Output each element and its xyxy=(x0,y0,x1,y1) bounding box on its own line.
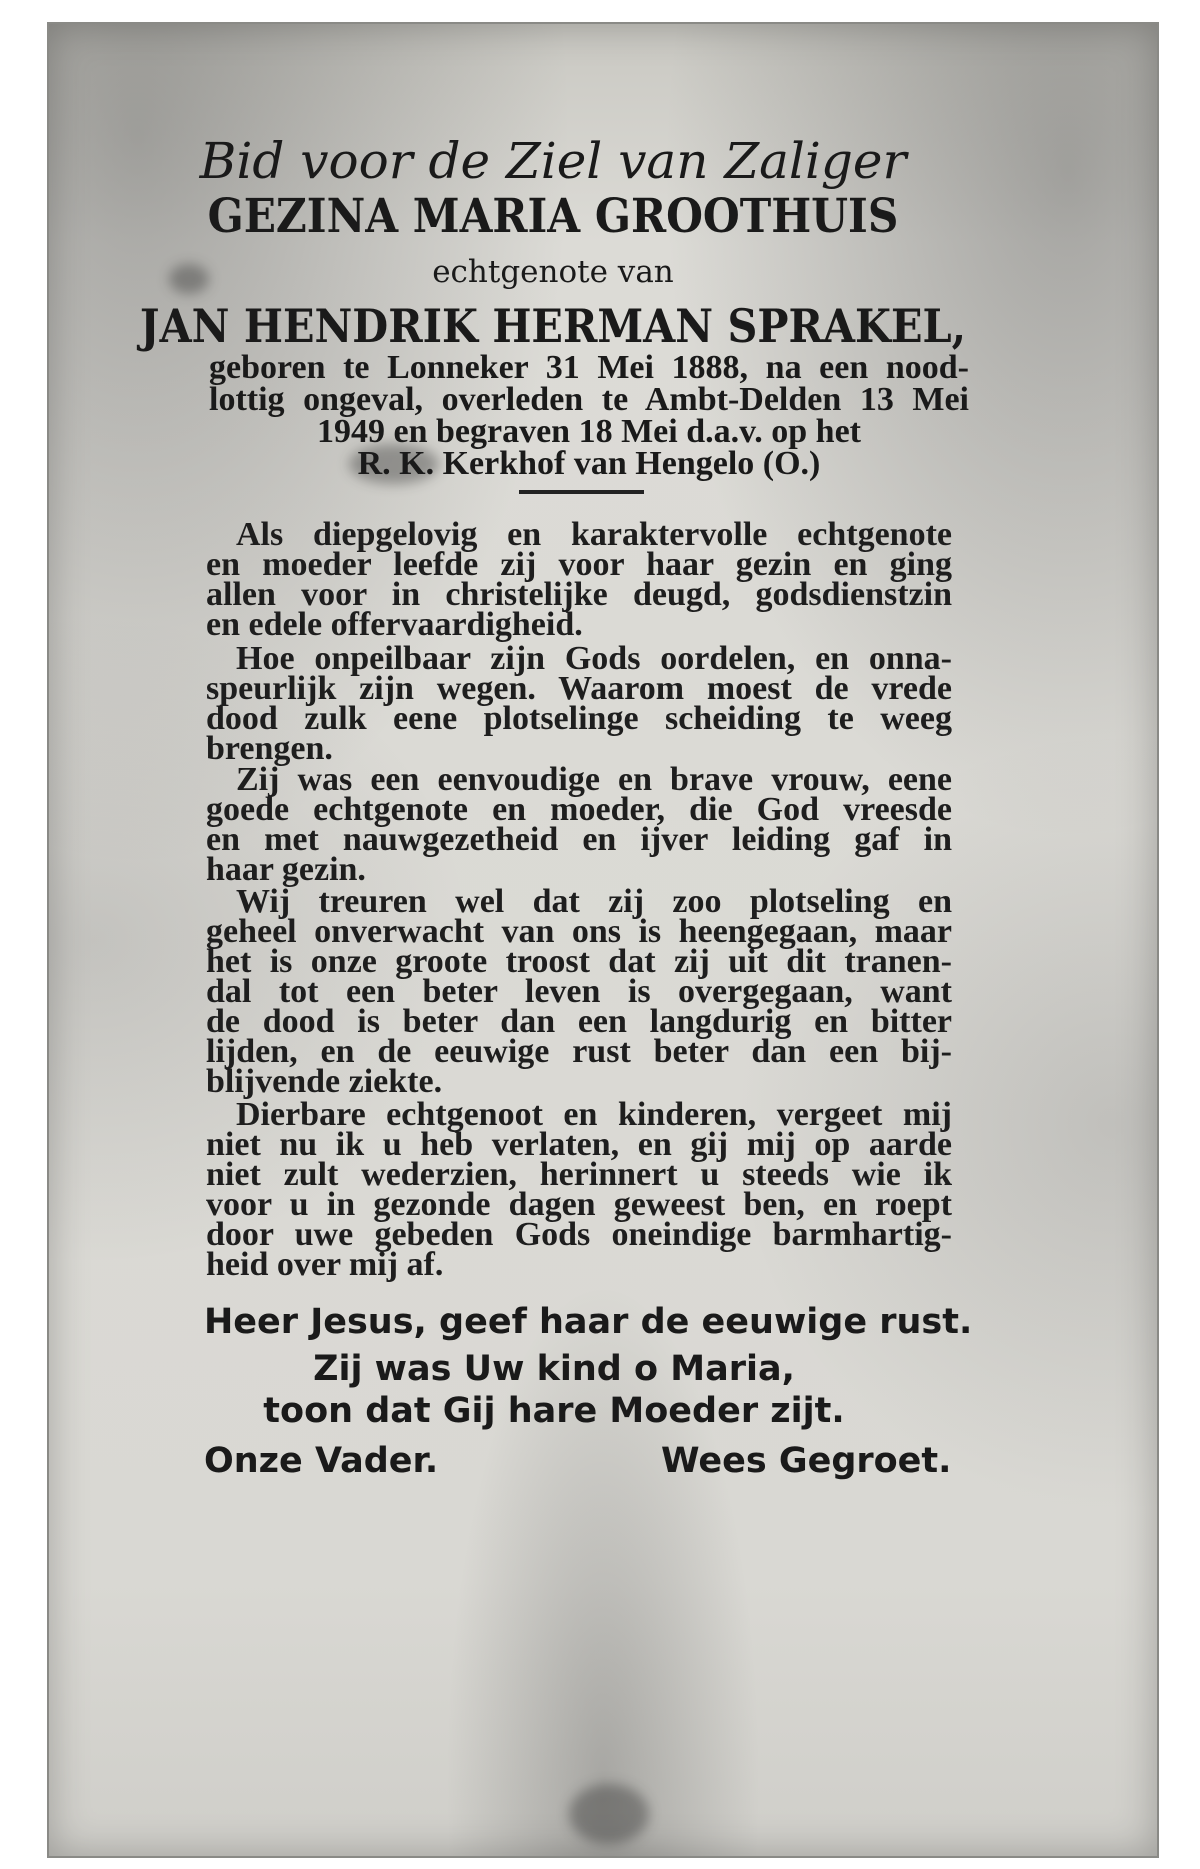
eternal-rest-prayer: Heer Jesus, geef haar de eeuwige rust. xyxy=(204,1302,973,1342)
spouse-name: JAN HENDRIK HERMAN SPRAKEL, xyxy=(139,299,967,353)
paragraph-line: dood zulk eene plotselinge scheiding te weeg xyxy=(206,700,952,737)
bio-line: lottig ongeval, overleden te Ambt-Delden 13 Mei xyxy=(209,381,969,418)
relation-label: echtgenote van xyxy=(432,254,674,290)
stain xyxy=(569,1784,649,1844)
paragraph-line: en edele offervaardigheid. xyxy=(206,606,583,643)
paragraph-line: blijvende ziekte. xyxy=(206,1063,443,1100)
paragraph-line: geheel onverwacht van ons is heengegaan, maar xyxy=(206,913,952,950)
paragraph-line: dal tot een beter leven is overgegaan, want xyxy=(206,973,952,1010)
paragraph-line: niet nu ik u heb verlaten, en gij mij op aarde xyxy=(206,1126,952,1163)
memorial-card xyxy=(47,22,1159,1858)
paragraph-line: Hoe onpeilbaar zijn Gods oordelen, en onna- xyxy=(236,640,952,677)
paragraph-line: het is onze groote troost dat zij uit dit tranen- xyxy=(206,943,952,980)
paragraph-line: door uwe gebeden Gods oneindige barmhartig- xyxy=(206,1216,952,1253)
paragraph-line: speurlijk zijn wegen. Waarom moest de vrede xyxy=(206,670,952,707)
paragraph-line: en met nauwgezetheid en ijver leiding gaf in xyxy=(206,821,952,858)
mary-prayer-line-2: toon dat Gij hare Moeder zijt. xyxy=(263,1391,845,1431)
paragraph-line: en moeder leefde zij voor haar gezin en ging xyxy=(206,546,952,583)
paragraph-5 xyxy=(206,1096,952,1283)
hail-mary: Wees Gegroet. xyxy=(661,1441,952,1481)
paragraph-line: lijden, en de eeuwige rust beter dan een bij- xyxy=(206,1033,952,1070)
paragraph-line: brengen. xyxy=(206,730,333,767)
paragraph-line: niet zult wederzien, herinnert u steeds wie ik xyxy=(206,1156,952,1193)
prayer-intro: Bid voor de Ziel van Zaliger xyxy=(199,132,907,190)
paragraph-1 xyxy=(206,516,952,643)
bio-line: geboren te Lonneker 31 Mei 1888, na een nood- xyxy=(209,349,969,386)
paragraph-4 xyxy=(206,883,952,1100)
divider xyxy=(519,490,644,494)
paragraph-line: Dierbare echtgenoot en kinderen, vergeet mij xyxy=(236,1096,952,1133)
bio-line: 1949 en begraven 18 Mei d.a.v. op het xyxy=(317,413,861,450)
paragraph-line: voor u in gezonde dagen geweest ben, en roept xyxy=(206,1186,952,1223)
paragraph-3 xyxy=(206,761,952,888)
paragraph-line: allen voor in christelijke deugd, godsdienstzin xyxy=(206,576,952,613)
paragraph-2 xyxy=(206,640,952,767)
deceased-name: GEZINA MARIA GROOTHUIS xyxy=(207,189,899,244)
paragraph-line: de dood is beter dan een langdurig en bitter xyxy=(206,1003,952,1040)
paragraph-line: heid over mij af. xyxy=(206,1246,444,1283)
paragraph-line: haar gezin. xyxy=(206,851,366,888)
bio-line: R. K. Kerkhof van Hengelo (O.) xyxy=(357,445,821,482)
paragraph-line: Zij was een eenvoudige en brave vrouw, eene xyxy=(236,761,952,798)
paragraph-line: Als diepgelovig en karaktervolle echtgenote xyxy=(236,516,952,553)
paragraph-line: goede echtgenote en moeder, die God vreesde xyxy=(206,791,952,828)
paragraph-line: Wij treuren wel dat zij zoo plotseling en xyxy=(236,883,952,920)
our-father: Onze Vader. xyxy=(204,1441,439,1481)
mary-prayer-line-1: Zij was Uw kind o Maria, xyxy=(313,1349,795,1389)
